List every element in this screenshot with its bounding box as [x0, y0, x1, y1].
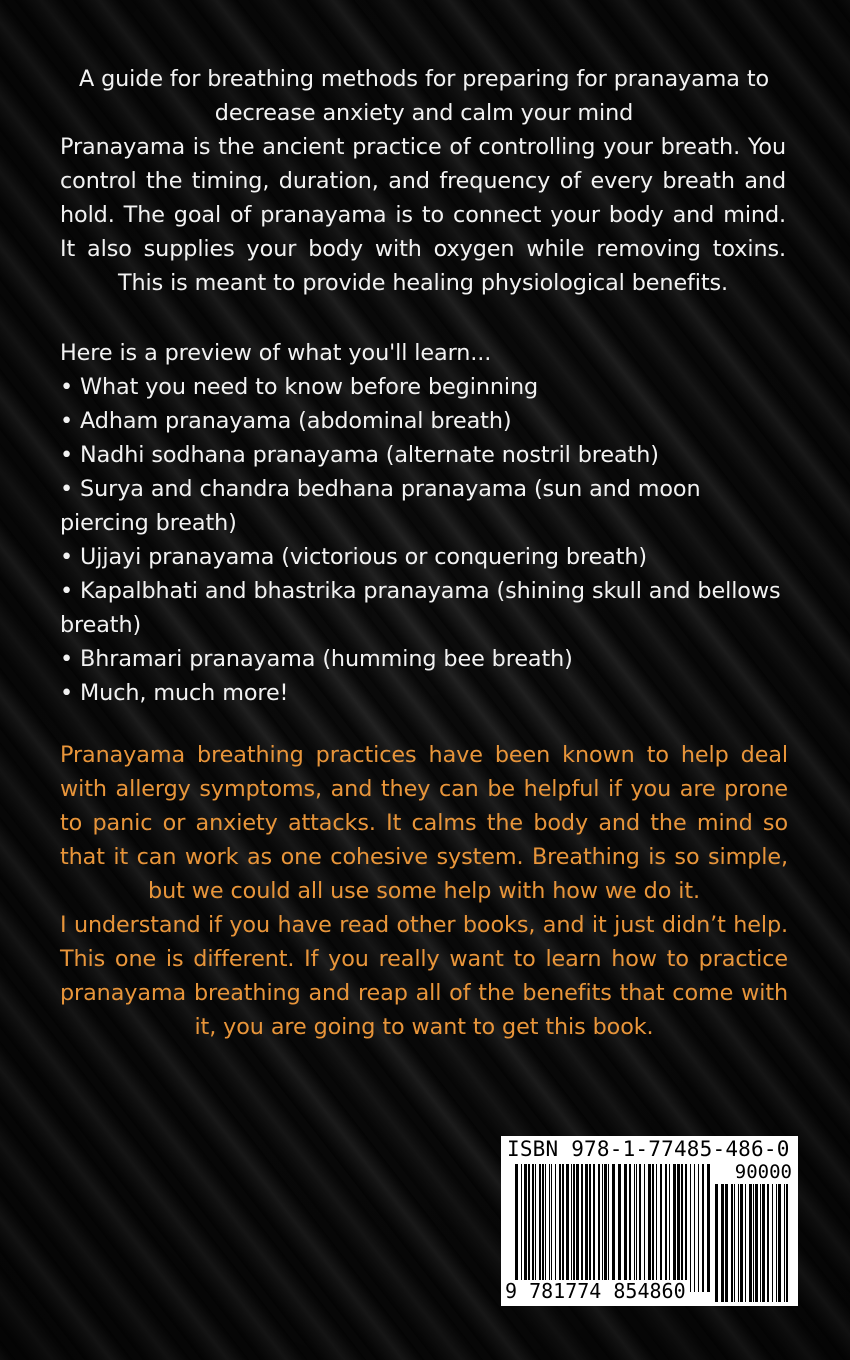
- list-item: • Much, much more!: [60, 680, 289, 706]
- barcode-bar: [681, 1164, 683, 1292]
- list-item: • Ujjayi pranayama (victorious or conquering breath): [60, 544, 648, 570]
- barcode-bar: [639, 1164, 641, 1292]
- barcode-bar: [636, 1164, 637, 1292]
- barcode-bar: [566, 1164, 569, 1292]
- barcode-bar: [521, 1164, 522, 1292]
- barcode-bar: [593, 1164, 595, 1292]
- barcode-bar: [524, 1164, 527, 1292]
- barcode-bar: [669, 1164, 670, 1292]
- barcode-bar: [786, 1184, 788, 1302]
- barcode-bar: [562, 1164, 564, 1292]
- barcode-bar: [721, 1184, 724, 1302]
- barcode-bar: [702, 1164, 704, 1292]
- barcode-bar: [734, 1184, 735, 1302]
- barcode-bar: [515, 1164, 518, 1292]
- barcode-bar: [648, 1164, 651, 1292]
- barcode-bar: [559, 1164, 561, 1292]
- barcode-bar: [585, 1164, 588, 1292]
- barcode-bar: [528, 1164, 530, 1292]
- barcode-bar: [535, 1164, 536, 1292]
- list-item: • Adham pranayama (abdominal breath): [60, 408, 512, 434]
- barcode-bar: [784, 1184, 785, 1302]
- barcode-bar: [745, 1184, 746, 1302]
- barcode-bar: [725, 1184, 728, 1302]
- barcode-bar: [549, 1164, 550, 1292]
- preview-heading: Here is a preview of what you'll learn...: [60, 340, 492, 366]
- barcode-bar: [612, 1164, 615, 1292]
- pitch-paragraph-2: I understand if you have read other books, and it just didn’t help. This one is different. If you really want to learn how to practice pranayama breathing and reap all of the benefits that come with it, you are going to want to get this book.: [60, 912, 788, 1040]
- barcode-bar: [772, 1184, 773, 1302]
- barcode-bar: [778, 1184, 781, 1302]
- barcode-bar: [715, 1184, 718, 1302]
- price-code: 90000: [734, 1161, 792, 1183]
- barcode-bar: [634, 1164, 635, 1292]
- barcode-bar: [673, 1164, 676, 1292]
- barcode-bar: [707, 1164, 710, 1292]
- barcode-bar: [698, 1164, 699, 1292]
- barcode-bar: [755, 1184, 758, 1302]
- barcode-bar: [694, 1164, 695, 1292]
- list-item: • Nadhi sodhana pranayama (alternate nostril breath): [60, 442, 659, 468]
- barcode-bar: [555, 1164, 556, 1292]
- barcode-bar: [762, 1184, 765, 1302]
- intro-paragraph: Pranayama is the ancient practice of controlling your breath. You control the timing, duration, and frequency of every breath and hold. The goal of pranayama is to connect your body and mind. It also supplies your body with oxygen while removing toxins. This is meant to provide healing physiological benefits.: [60, 134, 786, 296]
- barcode-bar: [581, 1164, 583, 1292]
- barcode-bar: [545, 1164, 546, 1292]
- barcode-bar: [539, 1164, 541, 1292]
- barcode-bar: [618, 1164, 621, 1292]
- barcode-bar: [576, 1164, 579, 1292]
- barcode-bar: [589, 1164, 591, 1292]
- list-item: • Kapalbhati and bhastrika pranayama (shining skull and bellows breath): [60, 578, 781, 638]
- barcode-bar: [551, 1164, 552, 1292]
- barcode-bar: [604, 1164, 607, 1292]
- barcode-bar: [738, 1184, 739, 1302]
- barcode-bar: [656, 1164, 657, 1292]
- barcode-bar: [660, 1164, 662, 1292]
- ean-digits: 9 781774 854860: [505, 1279, 686, 1303]
- barcode-bar: [573, 1164, 575, 1292]
- barcode-bar: [749, 1184, 752, 1302]
- barcode-bar: [760, 1184, 761, 1302]
- barcode-bar: [629, 1164, 631, 1292]
- list-item: • Surya and chandra bedhana pranayama (sun and moon piercing breath): [60, 476, 701, 536]
- barcode-bar: [542, 1164, 544, 1292]
- barcode-bar: [767, 1184, 769, 1302]
- barcode-bar: [665, 1164, 667, 1292]
- ean-bars: [515, 1164, 711, 1292]
- barcode-bar: [685, 1164, 687, 1292]
- barcode-bar: [690, 1164, 691, 1292]
- addon-bars: [715, 1184, 789, 1302]
- pitch-paragraph-1: Pranayama breathing practices have been known to help deal with allergy symptoms, and they can be helpful if you are prone to panic or anxiety attacks. It calms the body and the mind so that it can work as one cohesive system. Breathing is so simple, but we could all use some help with how we do it.: [60, 742, 788, 904]
- barcode-bar: [571, 1164, 572, 1292]
- intro-headline: A guide for breathing methods for preparing for pranayama to decrease anxiety and calm your mind: [78, 66, 770, 126]
- barcode-bar: [624, 1164, 627, 1292]
- barcode-bar: [677, 1164, 680, 1292]
- barcode-bar: [731, 1184, 733, 1302]
- isbn-barcode: [501, 1136, 798, 1306]
- barcode-bar: [740, 1184, 743, 1302]
- barcode-bar: [598, 1164, 600, 1292]
- barcode-bar: [753, 1184, 754, 1302]
- list-item: • Bhramari pranayama (humming bee breath): [60, 646, 573, 672]
- barcode-bar: [608, 1164, 609, 1292]
- preview-section: [60, 336, 788, 710]
- barcode-bar: [532, 1164, 534, 1292]
- barcode-bar: [644, 1164, 645, 1292]
- barcode-bar: [602, 1164, 603, 1292]
- barcode-bar: [652, 1164, 654, 1292]
- list-item: • What you need to know before beginning: [60, 374, 539, 400]
- isbn-text: ISBN 978-1-77485-486-0: [507, 1137, 790, 1161]
- barcode-bar: [776, 1184, 777, 1302]
